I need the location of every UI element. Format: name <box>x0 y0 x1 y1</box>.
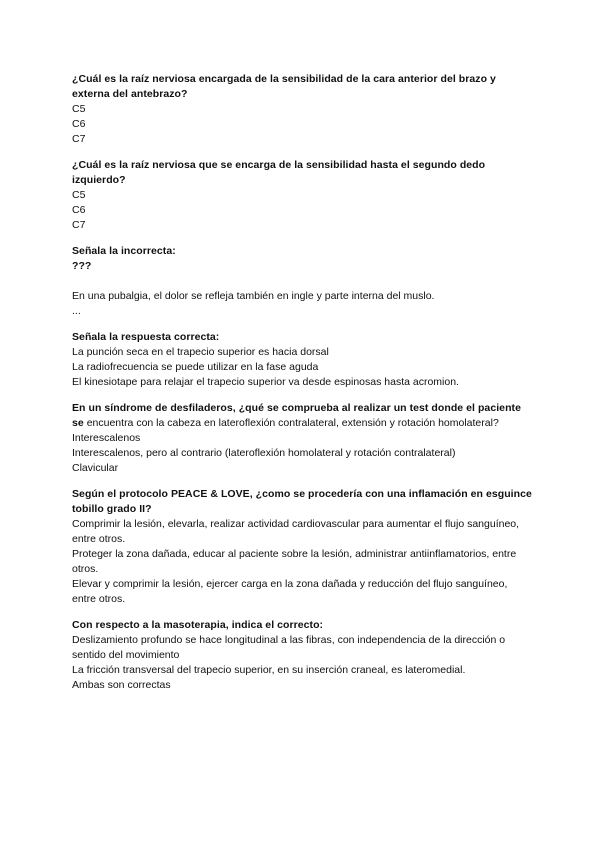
answer-option: C5 <box>72 189 86 201</box>
document-page <box>72 72 532 704</box>
question-subtitle: ??? <box>72 260 92 272</box>
answer-option: Deslizamiento profundo se hace longitudinal a las fibras, con independencia de la dirección o sentido del movimiento <box>72 634 506 661</box>
question-title: Señala la respuesta correcta: <box>72 331 220 343</box>
question-title: Con respecto a la masoterapia, indica el correcto: <box>72 619 324 631</box>
answer-option: Comprimir la lesión, elevarla, realizar actividad cardiovascular para aumentar el flujo sanguíneo, entre otros. <box>72 518 520 545</box>
question-title: Según el protocolo PEACE & LOVE, ¿como se procedería con una inflamación en esguince tobillo grado II? <box>72 488 532 515</box>
question-7 <box>72 618 532 693</box>
answer-option: C6 <box>72 118 86 130</box>
question-5 <box>72 401 532 476</box>
answer-option: En una pubalgia, el dolor se refleja también en ingle y parte interna del muslo. <box>72 290 435 302</box>
answer-option: La radiofrecuencia se puede utilizar en la fase aguda <box>72 361 319 373</box>
question-1 <box>72 72 532 147</box>
question-3 <box>72 244 532 319</box>
question-title: ¿Cuál es la raíz nerviosa encargada de la sensibilidad de la cara anterior del brazo y externa del antebrazo? <box>72 73 496 100</box>
question-6 <box>72 487 532 607</box>
answer-option: Interescalenos, pero al contrario (lateroflexión homolateral y rotación contralateral) <box>72 447 456 459</box>
answer-option: C5 <box>72 103 86 115</box>
answer-option: Elevar y comprimir la lesión, ejercer carga en la zona dañada y reducción del flujo sanguíneo, entre otros. <box>72 578 508 605</box>
answer-option: Ambas son correctas <box>72 679 171 691</box>
ellipsis: ... <box>72 305 81 317</box>
question-title: ¿Cuál es la raíz nerviosa que se encarga de la sensibilidad hasta el segundo dedo izquierdo? <box>72 159 486 186</box>
answer-option: C7 <box>72 133 86 145</box>
spacer <box>72 274 532 289</box>
question-title-continuation: encuentra con la cabeza en lateroflexión contralateral, extensión y rotación homolateral? <box>83 417 499 429</box>
question-4 <box>72 330 532 390</box>
answer-option: La fricción transversal del trapecio superior, en su inserción craneal, es lateromedial. <box>72 664 466 676</box>
question-2 <box>72 158 532 233</box>
question-title-block <box>72 401 532 431</box>
answer-option: C6 <box>72 204 86 216</box>
answer-option: Clavicular <box>72 462 119 474</box>
answer-option: El kinesiotape para relajar el trapecio superior va desde espinosas hasta acromion. <box>72 376 459 388</box>
question-title: En un síndrome de desfiladeros, ¿qué se comprueba al realizar un test donde el paciente se <box>72 402 521 429</box>
answer-option: La punción seca en el trapecio superior es hacia dorsal <box>72 346 329 358</box>
answer-option: Proteger la zona dañada, educar al paciente sobre la lesión, administrar antiinflamatorios, entre otros. <box>72 548 517 575</box>
question-title: Señala la incorrecta: <box>72 245 176 257</box>
answer-option: C7 <box>72 219 86 231</box>
answer-option: Interescalenos <box>72 432 141 444</box>
